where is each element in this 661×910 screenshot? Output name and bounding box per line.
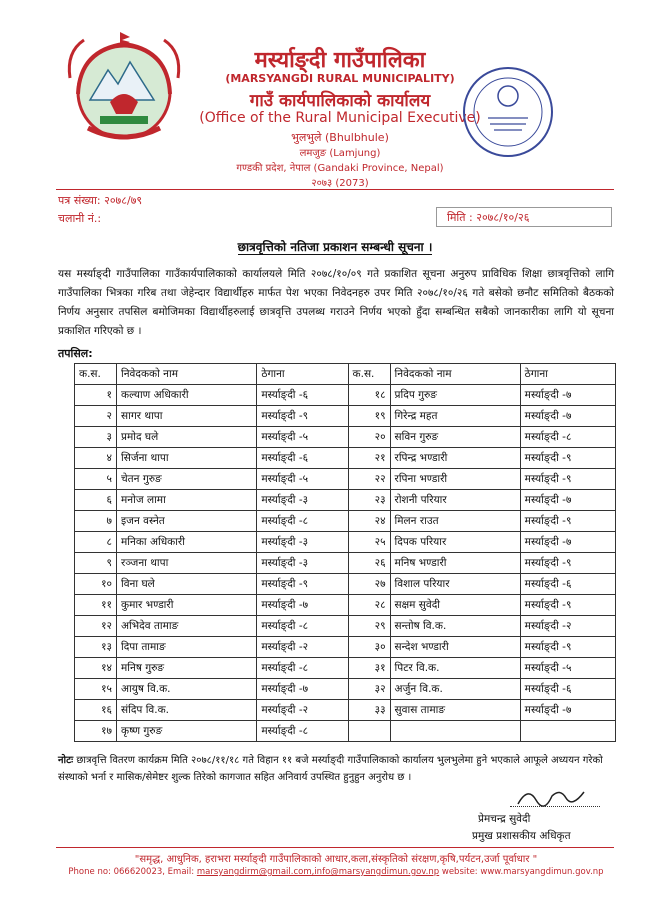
- header-year: २०७३ (2073): [311, 178, 369, 189]
- email-link[interactable]: marsyangdirm@gmail.com,info@marsyangdimun.gov.np: [196, 867, 440, 877]
- footer-slogan: "समृद्ध, आधुनिक, हराभरा मर्स्याङ्दी गाउँपालिकाको आधार,कला,संस्कृतिको संरक्षण,कृषि,पर्यटन,उर्जा पूर्वाधार ": [134, 854, 538, 865]
- signature-line: [510, 806, 600, 807]
- cell-sn: १: [75, 385, 117, 406]
- table-row: [75, 490, 616, 511]
- cell-sn: ३२: [348, 679, 390, 700]
- header-divider: [56, 189, 614, 190]
- signature-icon: [516, 782, 586, 812]
- cell-address: मर्स्याङ्दी -९: [520, 448, 615, 469]
- table-row: [75, 616, 616, 637]
- cell-sn: ९: [75, 553, 117, 574]
- dispatch-number: चलानी नं.:: [58, 212, 102, 225]
- cell-sn: २३: [348, 490, 390, 511]
- header-province: गण्डकी प्रदेश, नेपाल (Gandaki Province, Nepal): [236, 163, 444, 174]
- col-header-address-2: ठेगाना: [520, 364, 615, 385]
- cell-address: मर्स्याङ्दी -६: [257, 385, 348, 406]
- cell-sn: ११: [75, 595, 117, 616]
- cell-address: मर्स्याङ्दी -६: [520, 574, 615, 595]
- cell-name: दिपा तामाङ: [117, 637, 257, 658]
- notice-date: मिति : २०७८/१०/२६: [436, 207, 612, 227]
- header-title-en: (MARSYANGDI RURAL MUNICIPALITY): [225, 72, 455, 85]
- nepal-emblem-icon: [60, 30, 188, 148]
- cell-sn: ७: [75, 511, 117, 532]
- cell-name: संदिप वि.क.: [117, 700, 257, 721]
- cell-name: मनिष भण्डारी: [390, 553, 520, 574]
- cell-name: चेतन गुरुङ: [117, 469, 257, 490]
- cell-sn: [348, 721, 390, 742]
- cell-name: दिपक परियार: [390, 532, 520, 553]
- table-row: [75, 448, 616, 469]
- cell-address: मर्स्याङ्दी -५: [257, 469, 348, 490]
- cell-name: आयुष वि.क.: [117, 679, 257, 700]
- signatory-title: प्रमुख प्रशासकीय अधिकृत: [472, 830, 571, 842]
- cell-name: प्रदिप गुरुङ: [390, 385, 520, 406]
- cell-name: मनोज लामा: [117, 490, 257, 511]
- cell-address: मर्स्याङ्दी -३: [257, 553, 348, 574]
- cell-address: मर्स्याङ्दी -२: [520, 616, 615, 637]
- cell-address: मर्स्याङ्दी -६: [520, 679, 615, 700]
- notice-subject: छात्रवृत्तिको नतिजा प्रकाशन सम्बन्धी सूचना ।: [237, 240, 433, 254]
- table-row: [75, 406, 616, 427]
- table-row: [75, 574, 616, 595]
- cell-sn: २६: [348, 553, 390, 574]
- cell-name: रञ्जना थापा: [117, 553, 257, 574]
- cell-sn: २: [75, 406, 117, 427]
- cell-name: मनिष गुरुङ: [117, 658, 257, 679]
- cell-name: विना घले: [117, 574, 257, 595]
- cell-address: मर्स्याङ्दी -९: [520, 511, 615, 532]
- table-row: [75, 553, 616, 574]
- cell-name: रपिन्द्र भण्डारी: [390, 448, 520, 469]
- cell-sn: २८: [348, 595, 390, 616]
- cell-address: मर्स्याङ्दी -७: [520, 385, 615, 406]
- cell-sn: २९: [348, 616, 390, 637]
- cell-sn: ६: [75, 490, 117, 511]
- cell-address: मर्स्याङ्दी -८: [257, 721, 348, 742]
- notice-body: यस मर्स्याङ्दी गाउँपालिका गाउँकार्यपालिकाको कार्यालयले मिति २०७८/१०/०९ गते प्रकाशित सूचना अनुरुप प्राविधिक शिक्षा छात्रवृत्तिको लागि गाउँपालिका भित्रका गरिब तथा जेहेन्दार विद्यार्थीहरु मार्फत पेश भएका निवेदनहरु उपर मिति २०७८/१०/२६ गते बसेको छनौट समितिको बैठकको निर्णय अनुसार तपसिल बमोजिमका विद्यार्थीहरुलाई छात्रवृत्ति उपलब्ध गराउने निर्णय भएको हुँदा सम्बन्धित सबैको जानकारीका लागि यो सूचना प्रकाशित गरिएको छ ।: [58, 268, 614, 337]
- cell-sn: २०: [348, 427, 390, 448]
- cell-name: कल्याण अधिकारी: [117, 385, 257, 406]
- col-header-name: निवेदकको नाम: [117, 364, 257, 385]
- cell-address: मर्स्याङ्दी -३: [257, 532, 348, 553]
- cell-address: मर्स्याङ्दी -७: [520, 490, 615, 511]
- cell-name: सन्देश भण्डारी: [390, 637, 520, 658]
- cell-name: सुवास तामाङ: [390, 700, 520, 721]
- table-row: [75, 637, 616, 658]
- tapsil-label: तपसिल:: [58, 347, 93, 360]
- cell-sn: ४: [75, 448, 117, 469]
- cell-name: सक्षम सुवेदी: [390, 595, 520, 616]
- cell-address: मर्स्याङ्दी -५: [520, 658, 615, 679]
- cell-sn: ३: [75, 427, 117, 448]
- cell-name: अर्जुन वि.क.: [390, 679, 520, 700]
- cell-name: सविन गुरुङ: [390, 427, 520, 448]
- cell-address: मर्स्याङ्दी -२: [257, 700, 348, 721]
- header-title-np: मर्स्याङ्दी गाउँपालिका: [254, 48, 426, 73]
- cell-address: मर्स्याङ्दी -३: [257, 490, 348, 511]
- cell-address: मर्स्याङ्दी -९: [520, 469, 615, 490]
- cell-name: सन्तोष वि.क.: [390, 616, 520, 637]
- table-row: [75, 721, 616, 742]
- cell-address: मर्स्याङ्दी -७: [520, 406, 615, 427]
- table-row: [75, 595, 616, 616]
- cell-address: मर्स्याङ्दी -८: [257, 616, 348, 637]
- table-row: [75, 427, 616, 448]
- cell-name: मनिका अधिकारी: [117, 532, 257, 553]
- cell-sn: १९: [348, 406, 390, 427]
- signatory-name: प्रेमचन्द्र सुवेदी: [478, 813, 531, 825]
- table-row: [75, 532, 616, 553]
- header-district: लमजुङ (Lamjung): [299, 148, 381, 159]
- cell-address: मर्स्याङ्दी -८: [257, 658, 348, 679]
- cell-address: मर्स्याङ्दी -७: [257, 679, 348, 700]
- note: नोटः छात्रवृत्ति वितरण कार्यक्रम मिति २०७८/११/१८ गते विहान ११ बजे मर्स्याङ्दी गाउँपालिकाको कार्यालय भुलभुलेमा हुने भएकाले आफूले अध्ययन गरेको संस्थाको भर्ना र मासिक/सेमेष्टर शुल्क तिरेको कागजात सहित अनिवार्य उपस्थित हुनुहुन अनुरोध छ ।: [58, 755, 603, 783]
- cell-address: मर्स्याङ्दी -९: [257, 574, 348, 595]
- cell-name: कृष्ण गुरुङ: [117, 721, 257, 742]
- cell-sn: ३३: [348, 700, 390, 721]
- table-row: [75, 385, 616, 406]
- cell-sn: १०: [75, 574, 117, 595]
- col-header-sn-2: क.स.: [348, 364, 390, 385]
- cell-sn: १७: [75, 721, 117, 742]
- office-seal-icon: [458, 62, 558, 162]
- table-header-row: [75, 364, 616, 385]
- cell-name: रपिना भण्डारी: [390, 469, 520, 490]
- header-office-en: (Office of the Rural Municipal Executive): [199, 110, 481, 126]
- website-link[interactable]: www.marsyangdimun.gov.np: [480, 867, 604, 877]
- cell-sn: ३१: [348, 658, 390, 679]
- cell-address: मर्स्याङ्दी -६: [257, 448, 348, 469]
- cell-sn: १८: [348, 385, 390, 406]
- scholarship-table: [74, 363, 616, 742]
- cell-address: मर्स्याङ्दी -७: [520, 700, 615, 721]
- cell-address: मर्स्याङ्दी -९: [257, 406, 348, 427]
- footer-contact: Phone no: 066620023, Email: marsyangdirm@gmail.com,info@marsyangdimun.gov.np website: www.marsyangdimun.gov.np: [68, 867, 604, 877]
- cell-name: प्रमोद घले: [117, 427, 257, 448]
- cell-name: पिटर वि.क.: [390, 658, 520, 679]
- cell-sn: २२: [348, 469, 390, 490]
- cell-address: मर्स्याङ्दी -७: [520, 532, 615, 553]
- cell-name: सिर्जना थापा: [117, 448, 257, 469]
- cell-sn: ८: [75, 532, 117, 553]
- table-row: [75, 511, 616, 532]
- cell-name: इजन वस्नेत: [117, 511, 257, 532]
- cell-address: मर्स्याङ्दी -९: [520, 553, 615, 574]
- cell-sn: २४: [348, 511, 390, 532]
- cell-sn: १६: [75, 700, 117, 721]
- cell-name: मिलन राउत: [390, 511, 520, 532]
- header-office-np: गाउँ कार्यपालिकाको कार्यालय: [249, 91, 431, 111]
- cell-sn: ३०: [348, 637, 390, 658]
- cell-address: मर्स्याङ्दी -७: [257, 595, 348, 616]
- cell-sn: १४: [75, 658, 117, 679]
- cell-address: मर्स्याङ्दी -२: [257, 637, 348, 658]
- cell-name: रोशनी परियार: [390, 490, 520, 511]
- cell-address: [520, 721, 615, 742]
- table-row: [75, 679, 616, 700]
- table-row: [75, 469, 616, 490]
- cell-address: मर्स्याङ्दी -९: [520, 637, 615, 658]
- col-header-address: ठेगाना: [257, 364, 348, 385]
- cell-name: कुमार भण्डारी: [117, 595, 257, 616]
- cell-sn: १३: [75, 637, 117, 658]
- cell-address: मर्स्याङ्दी -५: [257, 427, 348, 448]
- table-row: [75, 700, 616, 721]
- cell-name: [390, 721, 520, 742]
- col-header-name-2: निवेदकको नाम: [390, 364, 520, 385]
- cell-address: मर्स्याङ्दी -८: [257, 511, 348, 532]
- cell-sn: २५: [348, 532, 390, 553]
- cell-name: अभिदेव तामाङ: [117, 616, 257, 637]
- cell-sn: २७: [348, 574, 390, 595]
- cell-name: गिरेन्द्र महत: [390, 406, 520, 427]
- letter-number: पत्र संख्या: २०७८/७९: [58, 194, 143, 207]
- header-location: भुलभुले (Bhulbhule): [291, 131, 389, 144]
- cell-name: विशाल परियार: [390, 574, 520, 595]
- cell-sn: १२: [75, 616, 117, 637]
- cell-sn: ५: [75, 469, 117, 490]
- cell-sn: १५: [75, 679, 117, 700]
- col-header-sn: क.स.: [75, 364, 117, 385]
- footer-divider: [56, 847, 614, 848]
- table-row: [75, 658, 616, 679]
- cell-address: मर्स्याङ्दी -८: [520, 427, 615, 448]
- cell-sn: २१: [348, 448, 390, 469]
- cell-name: सागर थापा: [117, 406, 257, 427]
- cell-address: मर्स्याङ्दी -९: [520, 595, 615, 616]
